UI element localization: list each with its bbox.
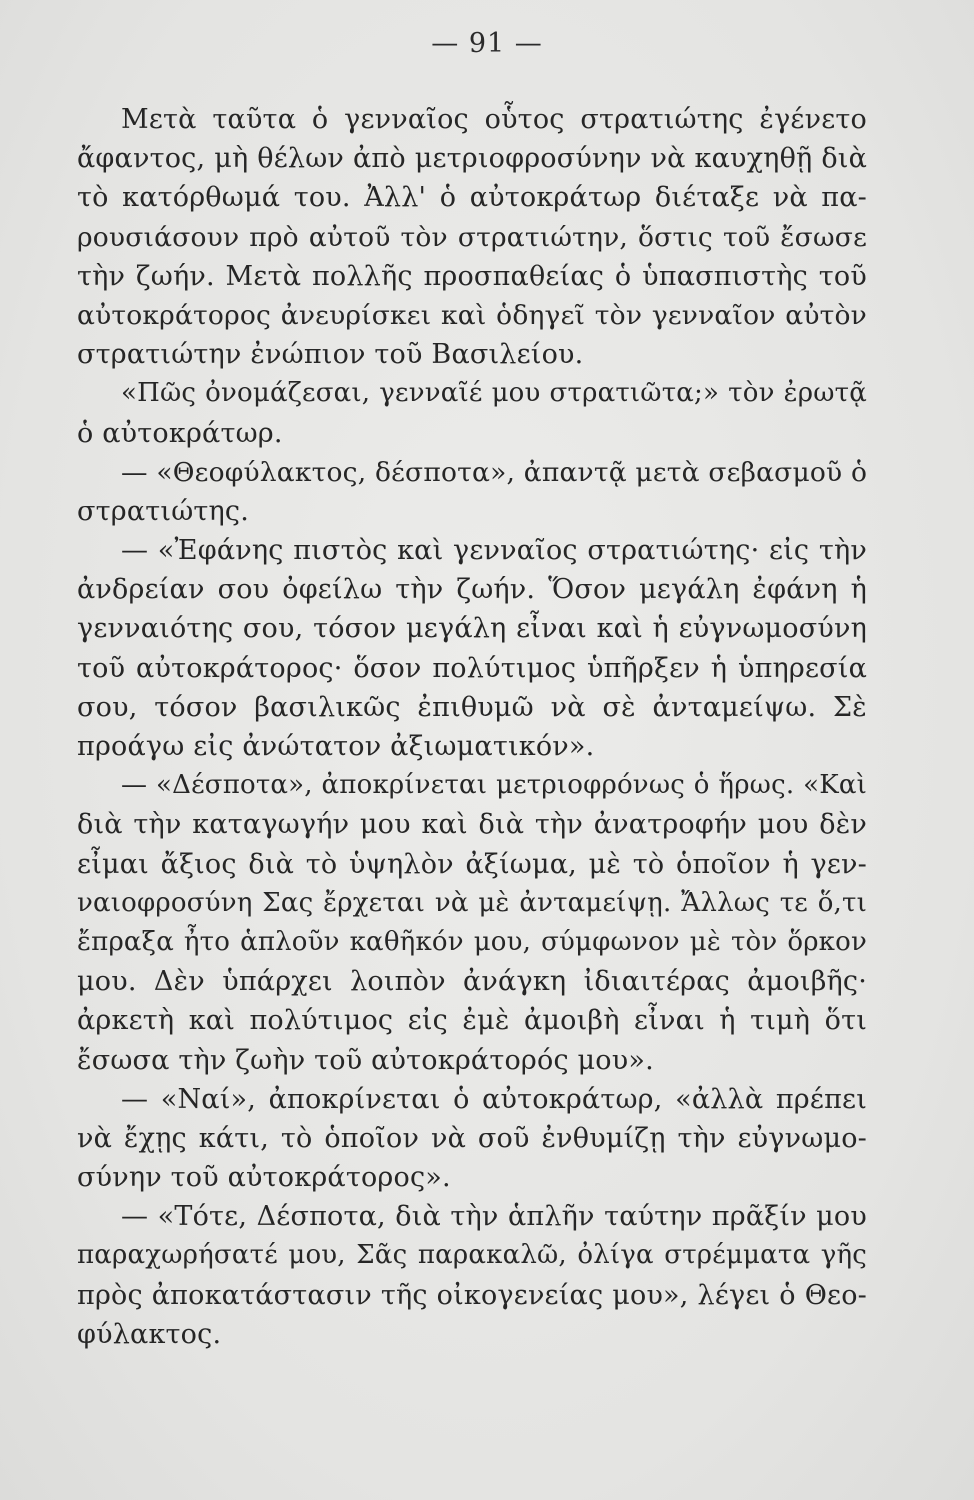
text-line: ἔπραξα ἦτο ἁπλοῦν καθῆκόν μου, σύμφωνον μὲ τὸν ὅρκον <box>77 926 867 957</box>
text-line: εἶμαι ἄξιος διὰ τὸ ὑψηλὸν ἀξίωμα, μὲ τὸ ὁποῖον ἡ γεν- <box>77 848 867 880</box>
text-line: — «Δέσποτα», ἀποκρίνεται μετριοφρόνως ὁ ἥρως. «Καὶ <box>121 770 867 801</box>
text-line: προάγω εἰς ἀνώτατον ἀξιωματικόν». <box>77 731 595 762</box>
text-line: ἀρκετὴ καὶ πολύτιμος εἰς ἐμὲ ἀμοιβὴ εἶναι ἡ τιμὴ ὅτι <box>77 1005 867 1037</box>
text-body <box>77 100 867 1354</box>
text-line: ρουσιάσουν πρὸ αὐτοῦ τὸν στρατιώτην, ὅστις τοῦ ἔσωσε <box>77 221 867 253</box>
text-line: στρατιώτης. <box>77 495 250 527</box>
text-line: ἀνδρείαν σου ὀφείλω τὴν ζωήν. Ὅσον μεγάλη ἐφάνη ἡ <box>77 574 867 606</box>
text-line: ναιοφροσύνη Σας ἔρχεται νὰ μὲ ἀνταμείψῃ. Ἄλλως τε ὅ,τι <box>77 887 867 918</box>
text-line: γενναιότης σου, τόσον μεγάλη εἶναι καὶ ἡ εὐγνωμοσύνη <box>77 613 867 645</box>
text-line: αὐτοκράτορος ἀνευρίσκει καὶ ὁδηγεῖ τὸν γενναῖον αὐτὸν <box>77 299 867 331</box>
text-line: — «Ναί», ἀποκρίνεται ὁ αὐτοκράτωρ, «ἀλλὰ πρέπει <box>121 1083 867 1115</box>
text-line: διὰ τὴν καταγωγήν μου καὶ διὰ τὴν ἀνατροφήν μου δὲν <box>77 809 867 841</box>
text-line: πρὸς ἀποκατάστασιν τῆς οἰκογενείας μου», λέγει ὁ Θεο- <box>77 1279 867 1311</box>
text-line: Μετὰ ταῦτα ὁ γενναῖος οὗτος στρατιώτης ἐγένετο <box>121 104 867 135</box>
text-line: νὰ ἔχῃς κάτι, τὸ ὁποῖον νὰ σοῦ ἐνθυμίζῃ τὴν εὐγνωμο- <box>77 1122 867 1154</box>
text-line: — «Τότε, Δέσποτα, διὰ τὴν ἁπλῆν ταύτην πρᾶξίν μου <box>121 1201 867 1233</box>
text-line: σου, τόσον βασιλικῶς ἐπιθυμῶ νὰ σὲ ἀνταμείψω. Σὲ <box>77 691 867 723</box>
text-line: σύνην τοῦ αὐτοκράτορος». <box>77 1162 451 1194</box>
text-line: ἔσωσα τὴν ζωὴν τοῦ αὐτοκράτορός μου». <box>77 1044 654 1076</box>
text-line: ὁ αὐτοκράτωρ. <box>77 417 283 449</box>
text-line: ἄφαντος, μὴ θέλων ἀπὸ μετριοφροσύνην νὰ καυχηθῇ διὰ <box>77 143 867 175</box>
text-line: «Πῶς ὀνομάζεσαι, γενναῖέ μου στρατιῶτα;» τὸν ἐρωτᾷ <box>121 378 867 409</box>
text-line: — «Θεοφύλακτος, δέσποτα», ἀπαντᾷ μετὰ σεβασμοῦ ὁ <box>121 456 868 488</box>
text-line: τοῦ αὐτοκράτορος· ὅσον πολύτιμος ὑπῆρξεν ἡ ὑπηρεσία <box>77 652 867 684</box>
text-line: στρατιώτην ἐνώπιον τοῦ Βασιλείου. <box>77 339 584 371</box>
text-line: παραχωρήσατέ μου, Σᾶς παρακαλῶ, ὀλίγα στρέμματα γῆς <box>77 1240 867 1271</box>
text-line: τὸ κατόρθωμά του. Ἀλλ' ὁ αὐτοκράτωρ διέταξε νὰ πα- <box>77 182 867 214</box>
text-line: — «Ἐφάνης πιστὸς καὶ γενναῖος στρατιώτης· εἰς τὴν <box>121 535 867 567</box>
text-line: φύλακτος. <box>77 1318 222 1350</box>
page-number: — 91 — <box>431 28 543 59</box>
text-line: μου. Δὲν ὑπάρχει λοιπὸν ἀνάγκη ἰδιαιτέρας ἀμοιβῆς· <box>77 966 867 998</box>
text-line: τὴν ζωήν. Μετὰ πολλῆς προσπαθείας ὁ ὑπασπιστὴς τοῦ <box>77 260 867 292</box>
